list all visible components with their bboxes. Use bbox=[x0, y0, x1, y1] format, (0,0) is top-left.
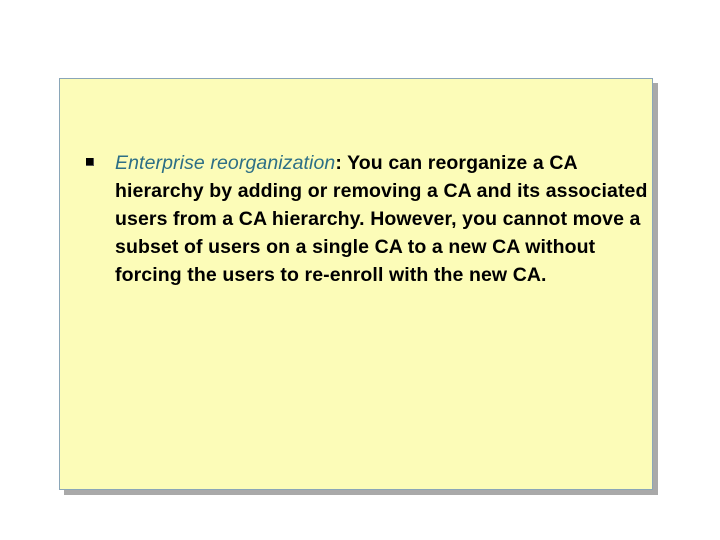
bullet-description: You can reorganize a CA hierarchy by adding or removing a CA and its associated users from a CA hierarchy. However, you cannot move a subset of users on a single CA to a new CA without forcing the users to re-enroll with the new CA. bbox=[115, 152, 648, 286]
bullet-text bbox=[115, 149, 650, 289]
bullet-term: Enterprise reorganization bbox=[115, 152, 336, 174]
slide-content-panel bbox=[59, 78, 653, 490]
bullet-term-separator: : bbox=[335, 152, 342, 174]
square-bullet-icon bbox=[86, 158, 94, 166]
